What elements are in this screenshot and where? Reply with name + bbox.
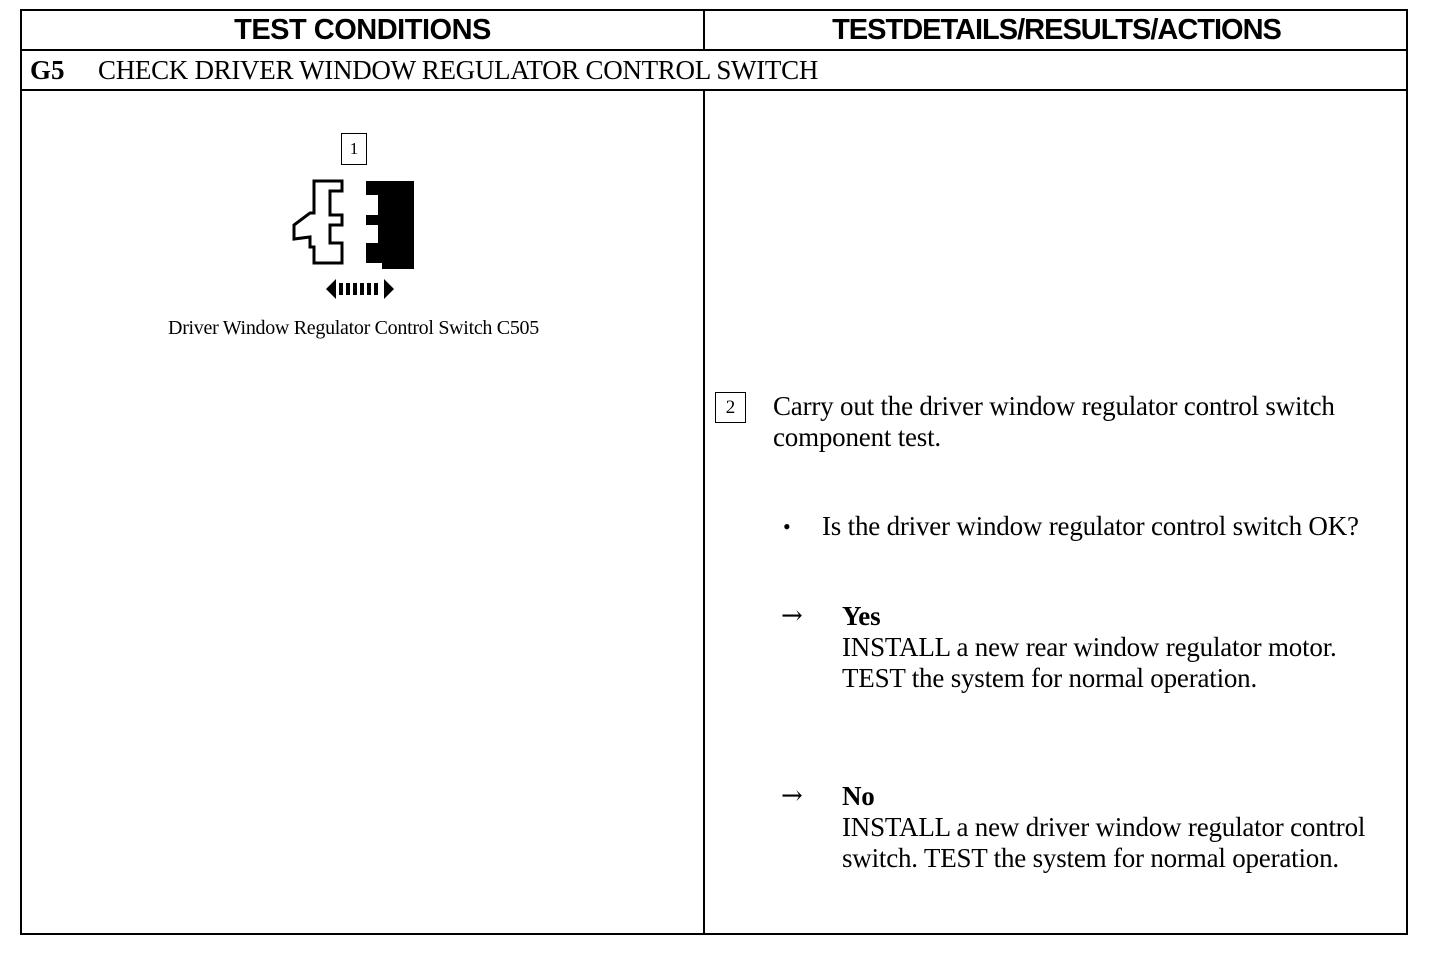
arrow-dash-6 [374, 283, 378, 295]
arrow-dash-4 [360, 283, 364, 295]
connector-diagram [286, 177, 426, 302]
arrow-dash-3 [353, 283, 357, 295]
yes-label: Yes [842, 601, 881, 631]
test-instruction: Carry out the driver window regulator control switch component test. [773, 391, 1335, 452]
figure-number-box: 1 [341, 133, 367, 165]
step-code: G5 [30, 55, 65, 85]
table-header [22, 11, 1406, 51]
yes-result [842, 601, 1382, 694]
right-arrowhead [384, 279, 394, 299]
step-title-row [22, 51, 1406, 91]
connector-half-solid [366, 181, 414, 269]
yes-action: INSTALL a new rear window regulator motor. TEST the system for normal operation. [842, 632, 1337, 693]
no-arrow-icon: → [781, 781, 803, 811]
test-details-column [705, 91, 1408, 935]
arrow-dash-5 [367, 283, 371, 295]
test-question: Is the driver window regulator control switch OK? [822, 511, 1359, 541]
arrow-dash-1 [339, 283, 343, 295]
connector-half-open-outline [294, 181, 342, 263]
figure-caption: Driver Window Regulator Control Switch C505 [168, 317, 539, 339]
header-test-details: TESTDETAILS/RESULTS/ACTIONS [832, 14, 1281, 46]
test-conditions-column [22, 91, 703, 935]
step-number-box: 2 [715, 392, 746, 423]
no-action: INSTALL a new driver window regulator control switch. TEST the system for normal operation. [842, 812, 1366, 873]
yes-arrow-icon: → [781, 601, 803, 631]
header-divider [703, 11, 705, 51]
step-title: CHECK DRIVER WINDOW REGULATOR CONTROL SWITCH [98, 55, 819, 85]
diagnostic-table [20, 9, 1408, 935]
no-label: No [842, 781, 875, 811]
no-result [842, 781, 1382, 874]
bullet-icon: • [783, 514, 791, 539]
header-test-conditions: TEST CONDITIONS [234, 14, 491, 46]
left-arrowhead [326, 279, 336, 299]
arrow-dash-2 [346, 283, 350, 295]
